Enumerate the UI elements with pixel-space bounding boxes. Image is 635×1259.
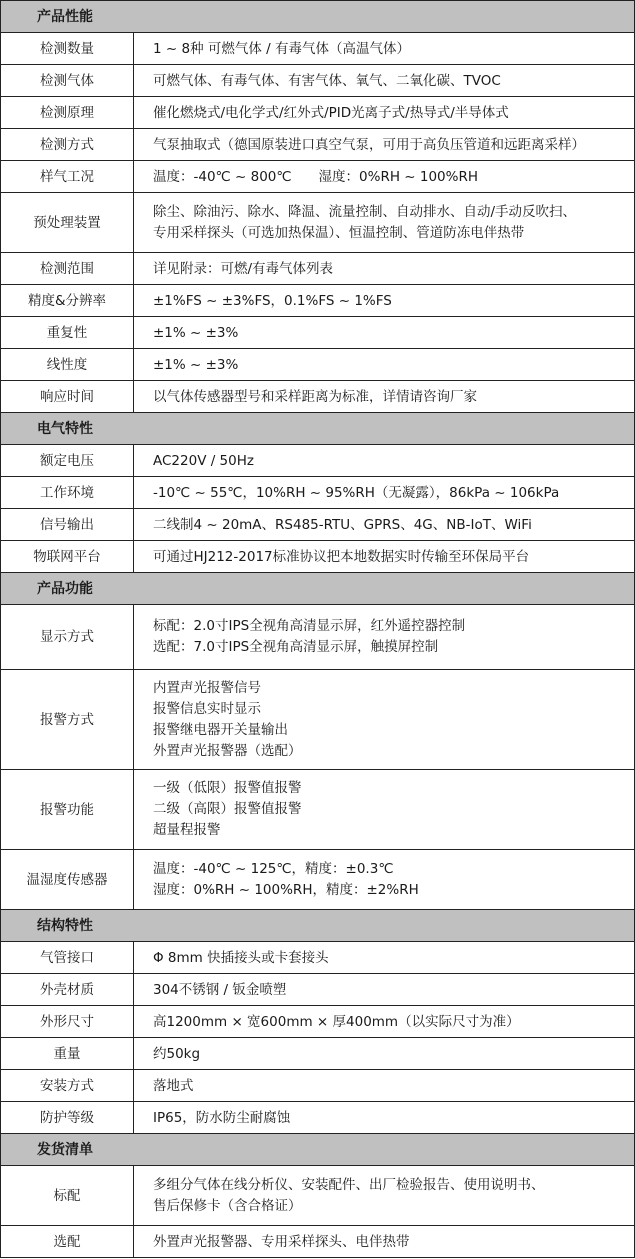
spec-row: [1, 1102, 635, 1134]
spec-value-line: 温度：-40℃ ~ 125℃，精度：±0.3℃: [153, 860, 394, 877]
spec-label: 外形尺寸: [1, 1006, 134, 1038]
spec-label: 额定电压: [1, 445, 134, 477]
spec-value-line: 专用采样探头（可选加热保温）、恒温控制、管道防冻电伴热带: [153, 224, 525, 241]
spec-row: [1, 33, 635, 65]
spec-value: [134, 1166, 635, 1226]
spec-value-line: 外置声光报警器（选配）: [153, 742, 302, 759]
spec-label: 外壳材质: [1, 974, 134, 1006]
spec-label: 报警功能: [1, 770, 134, 850]
spec-value: [134, 1070, 635, 1102]
spec-label: 标配: [1, 1166, 134, 1226]
spec-label: 报警方式: [1, 670, 134, 770]
spec-row: [1, 65, 635, 97]
spec-row: [1, 161, 635, 193]
section-title: 发货清单: [1, 1134, 635, 1166]
spec-value-line: 催化燃烧式/电化学式/红外式/PID光离子式/热导式/半导体式: [153, 104, 509, 121]
spec-value-line: 温度：-40℃ ~ 800℃ 湿度：0%RH ~ 100%RH: [153, 168, 479, 185]
spec-label: 预处理装置: [1, 193, 134, 253]
spec-value: [134, 850, 635, 910]
spec-value: [134, 605, 635, 670]
section-title: 结构特性: [1, 910, 635, 942]
spec-value-line: 详见附录：可燃/有毒气体列表: [153, 260, 334, 277]
spec-label: 防护等级: [1, 1102, 134, 1134]
spec-row: [1, 285, 635, 317]
spec-label: 精度&分辨率: [1, 285, 134, 317]
spec-row: [1, 541, 635, 573]
spec-value-line: 湿度：0%RH ~ 100%RH，精度：±2%RH: [153, 881, 419, 898]
spec-label: 气管接口: [1, 942, 134, 974]
spec-value: [134, 509, 635, 541]
spec-label: 检测原理: [1, 97, 134, 129]
spec-row: [1, 1226, 635, 1258]
spec-row: [1, 605, 635, 670]
spec-value-line: AC220V / 50Hz: [153, 452, 254, 469]
spec-value-line: 二线制4 ~ 20mA、RS485-RTU、GPRS、4G、NB-IoT、WiFi: [153, 516, 532, 533]
section-header: [1, 573, 635, 605]
spec-value: [134, 1226, 635, 1258]
spec-row: [1, 477, 635, 509]
spec-value-line: 落地式: [153, 1077, 194, 1094]
spec-label: 信号输出: [1, 509, 134, 541]
spec-row: [1, 445, 635, 477]
spec-row: [1, 670, 635, 770]
spec-row: [1, 850, 635, 910]
spec-value: [134, 770, 635, 850]
spec-label: 物联网平台: [1, 541, 134, 573]
spec-value-line: 以气体传感器型号和采样距离为标准，详情请咨询厂家: [153, 388, 477, 405]
spec-label: 显示方式: [1, 605, 134, 670]
spec-value-line: 二级（高限）报警值报警: [153, 801, 302, 817]
spec-value: [134, 445, 635, 477]
spec-row: [1, 770, 635, 850]
spec-value: [134, 193, 635, 253]
section-title: 产品性能: [1, 1, 635, 33]
spec-value: [134, 97, 635, 129]
spec-value-line: IP65，防水防尘耐腐蚀: [153, 1109, 291, 1126]
spec-value-line: ±1% ~ ±3%: [153, 324, 239, 341]
spec-label: 工作环境: [1, 477, 134, 509]
spec-value: [134, 1038, 635, 1070]
spec-label: 检测范围: [1, 253, 134, 285]
spec-value-line: Φ 8mm 快插接头或卡套接头: [153, 949, 329, 966]
spec-row: [1, 317, 635, 349]
spec-value-line: 一级（低限）报警值报警: [153, 780, 302, 796]
spec-value-line: 售后保修卡（含合格证）: [153, 1197, 302, 1214]
spec-label: 线性度: [1, 349, 134, 381]
spec-value: [134, 33, 635, 65]
spec-value-line: 选配：7.0寸IPS全视角高清显示屏，触摸屏控制: [153, 639, 439, 655]
spec-row: [1, 349, 635, 381]
spec-label: 重量: [1, 1038, 134, 1070]
spec-row: [1, 1070, 635, 1102]
spec-value-line: 高1200mm × 宽600mm × 厚400mm（以实际尺寸为准）: [153, 1013, 520, 1030]
spec-value-line: 可燃气体、有毒气体、有害气体、氧气、二氧化碳、TVOC: [153, 72, 501, 89]
section-title: 电气特性: [1, 413, 635, 445]
spec-row: [1, 509, 635, 541]
spec-row: [1, 1166, 635, 1226]
spec-value-line: ±1%FS ~ ±3%FS，0.1%FS ~ 1%FS: [153, 292, 392, 309]
section-header: [1, 1, 635, 33]
spec-row: [1, 193, 635, 253]
section-header: [1, 1134, 635, 1166]
spec-value: [134, 317, 635, 349]
section-header: [1, 910, 635, 942]
spec-value: [134, 974, 635, 1006]
spec-label: 重复性: [1, 317, 134, 349]
spec-value-line: 报警继电器开关量输出: [153, 721, 288, 738]
section-title: 产品功能: [1, 573, 635, 605]
section-header: [1, 413, 635, 445]
spec-value-line: 304不锈钢 / 钣金喷塑: [153, 981, 287, 998]
spec-value-line: 除尘、除油污、除水、降温、流量控制、自动排水、自动/手动反吹扫、: [153, 203, 577, 220]
spec-value-line: 超量程报警: [153, 822, 221, 838]
spec-value: [134, 1102, 635, 1134]
spec-value-line: 1 ~ 8种 可燃气体 / 有毒气体（高温气体）: [153, 40, 410, 57]
spec-value: [134, 285, 635, 317]
spec-row: [1, 974, 635, 1006]
spec-row: [1, 253, 635, 285]
spec-label: 样气工况: [1, 161, 134, 193]
spec-value-line: 气泵抽取式（德国原装进口真空气泵，可用于高负压管道和远距离采样）: [153, 136, 585, 153]
spec-value: [134, 349, 635, 381]
spec-label: 检测方式: [1, 129, 134, 161]
spec-label: 安装方式: [1, 1070, 134, 1102]
spec-value-line: -10℃ ~ 55℃，10%RH ~ 95%RH（无凝露），86kPa ~ 106kPa: [153, 484, 560, 501]
spec-label: 检测数量: [1, 33, 134, 65]
spec-value-line: 内置声光报警信号: [153, 679, 261, 696]
spec-label: 温湿度传感器: [1, 850, 134, 910]
spec-value-line: 报警信息实时显示: [153, 700, 261, 717]
spec-label: 检测气体: [1, 65, 134, 97]
spec-row: [1, 1038, 635, 1070]
spec-value: [134, 541, 635, 573]
spec-value: [134, 253, 635, 285]
spec-label: 响应时间: [1, 381, 134, 413]
spec-value: [134, 942, 635, 974]
spec-value-line: 可通过HJ212-2017标准协议把本地数据实时传输至环保局平台: [153, 548, 530, 565]
spec-value: [134, 161, 635, 193]
spec-value: [134, 381, 635, 413]
spec-row: [1, 1006, 635, 1038]
spec-value-line: 标配：2.0寸IPS全视角高清显示屏，红外遥控器控制: [153, 618, 466, 634]
spec-value: [134, 477, 635, 509]
spec-row: [1, 129, 635, 161]
spec-row: [1, 97, 635, 129]
spec-value-line: 外置声光报警器、专用采样探头、电伴热带: [153, 1233, 410, 1250]
spec-value: [134, 65, 635, 97]
spec-label: 选配: [1, 1226, 134, 1258]
spec-value: [134, 670, 635, 770]
spec-value-line: ±1% ~ ±3%: [153, 356, 239, 373]
spec-value-line: 多组分气体在线分析仪、安装配件、出厂检验报告、使用说明书、: [153, 1176, 545, 1193]
spec-row: [1, 381, 635, 413]
spec-value-line: 约50kg: [153, 1045, 201, 1062]
spec-value: [134, 1006, 635, 1038]
spec-value: [134, 129, 635, 161]
spec-row: [1, 942, 635, 974]
spec-table-body: [1, 1, 635, 1258]
